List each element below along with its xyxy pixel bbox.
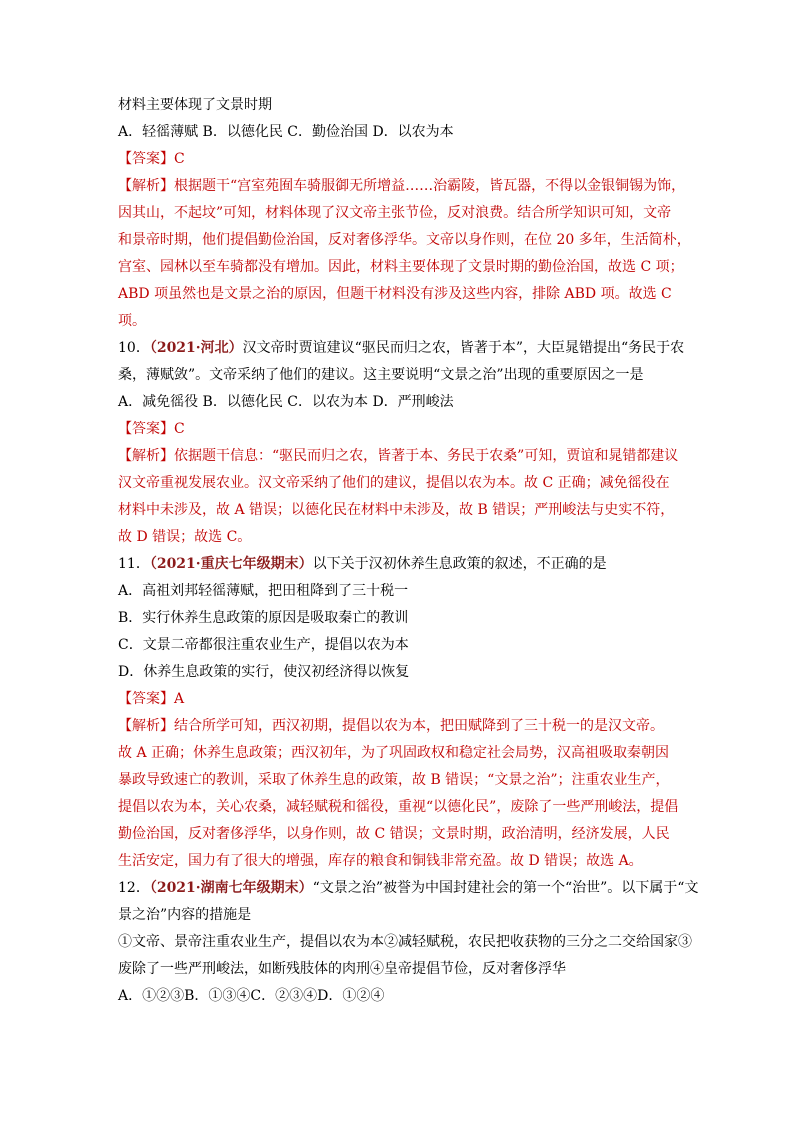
analysis-label: 【解析】 [118, 178, 174, 194]
answer-value: C [174, 421, 185, 437]
q11-analysis-line: 勤俭治国，反对奢侈浮华，以身作则，故 C 错误；文景时期，政治清明，经济发展，人民 [118, 826, 670, 842]
q9-analysis-line: ABD 项虽然也是文景之治的原因，但题干材料没有涉及这些内容，排除 ABD 项。故选 C [118, 286, 672, 302]
question-number: 12． [118, 880, 150, 896]
question-source: （2021·河北） [149, 340, 243, 356]
q11-analysis-line: 提倡以农为本，关心农桑，减轻赋税和徭役，重视“以德化民”，废除了一些严刑峻法，提倡 [118, 799, 679, 815]
q10-answer [118, 416, 698, 443]
q9-options: A．轻徭薄赋 B．以德化民 C．勤俭治国 D．以农为本 [118, 124, 454, 140]
question-number: 11． [118, 556, 150, 572]
answer-label: 【答案】 [118, 151, 174, 167]
analysis-label: 【解析】 [118, 448, 174, 464]
document-page [118, 92, 698, 1010]
q9-analysis-line: 因其山，不起坟”可知，材料体现了汉文帝主张节俭，反对浪费。结合所学知识可知，文帝 [118, 205, 672, 221]
q11-option-c: C．文景二帝都很注重农业生产，提倡以农为本 [118, 637, 409, 653]
q11-option-a: A．高祖刘邦轻徭薄赋，把田租降到了三十税一 [118, 583, 409, 599]
q9-analysis-line: 宫室、园林以至车骑都没有增加。因此，材料主要体现了文景时期的勤俭治国，故选 C 项； [118, 259, 684, 275]
q10-options: A．减免徭役 B．以德化民 C．以农为本 D．严刑峻法 [118, 394, 454, 410]
q9-analysis-line: 【解析】根据题干“宫室苑囿车骑服御无所增益……治霸陵，皆瓦器，不得以金银铜锡为饰， [118, 178, 686, 194]
q11-analysis-line: 故 A 正确；休养生息政策；西汉初年，为了巩固政权和稳定社会局势，汉高祖吸取秦朝因 [118, 745, 670, 761]
q10-stem: 10．（2021·河北）汉文帝时贾谊建议“驱民而归之农，皆著于本”，大臣晁错提出“务民于农 [118, 340, 685, 356]
q12-stem-line: 废除了一些严刑峻法，如断残肢体的肉刑④皇帝提倡节俭，反对奢侈浮华 [118, 961, 566, 977]
q10-analysis-line: 材料中未涉及，故 A 错误；以德化民在材料中未涉及，故 B 错误；严刑峻法与史实不符， [118, 502, 675, 518]
q9-stem-tail: 材料主要体现了文景时期 [118, 97, 272, 113]
q9-answer [118, 146, 698, 173]
q12-stem-line: 景之治”内容的措施是 [118, 907, 252, 923]
q10-analysis-line: 故 D 错误；故选 C。 [118, 529, 252, 545]
q11-answer [118, 686, 698, 713]
question-source: （2021·重庆七年级期末） [149, 556, 313, 572]
question-number: 10． [118, 340, 150, 356]
q10-analysis-line: 汉文帝重视发展农业。汉文帝采纳了他们的建议，提倡以农为本。故 C 正确；减免徭役在 [118, 475, 670, 491]
q12-stem: 12．（2021·湖南七年级期末）“文景之治”被誉为中国封建社会的第一个“治世”。以下属于“文 [118, 880, 699, 896]
answer-label: 【答案】 [118, 421, 174, 437]
question-source: （2021·湖南七年级期末） [149, 880, 313, 896]
q9-analysis-line: 和景帝时期，他们提倡勤俭治国，反对奢侈浮华。文帝以身作则，在位 20 多年，生活简朴， [118, 232, 691, 248]
q11-option-d: D．休养生息政策的实行，使汉初经济得以恢复 [118, 664, 410, 680]
analysis-label: 【解析】 [118, 718, 174, 734]
answer-value: A [174, 691, 185, 707]
q12-stem-line: ①文帝、景帝注重农业生产，提倡以农为本②减轻赋税，农民把收获物的三分之二交给国家③ [118, 934, 692, 950]
q10-analysis-line: 【解析】依据题干信息：“驱民而归之农，皆著于本、务民于农桑”可知，贾谊和晁错都建议 [118, 448, 679, 464]
answer-value: C [174, 151, 185, 167]
q10-stem-line: 桑，薄赋敛”。文帝采纳了他们的建议。这主要说明“文景之治”出现的重要原因之一是 [118, 367, 644, 383]
q11-stem: 11．（2021·重庆七年级期末）以下关于汉初休养生息政策的叙述，不正确的是 [118, 556, 607, 572]
q9-analysis-line: 项。 [118, 313, 146, 329]
q12-options: A．①②③B．①③④C．②③④D．①②④ [118, 988, 385, 1004]
q11-analysis-line: 生活安定，国力有了很大的增强，库存的粮食和铜钱非常充盈。故 D 错误；故选 A。 [118, 853, 643, 869]
answer-label: 【答案】 [118, 691, 174, 707]
q11-analysis-line: 【解析】结合所学可知，西汉初期，提倡以农为本，把田赋降到了三十税一的是汉文帝。 [118, 718, 664, 734]
q11-analysis-line: 暴政导致速亡的教训，采取了休养生息的政策，故 B 错误；“文景之治”；注重农业生产， [118, 772, 670, 788]
q11-option-b: B．实行休养生息政策的原因是吸取秦亡的教训 [118, 610, 409, 626]
